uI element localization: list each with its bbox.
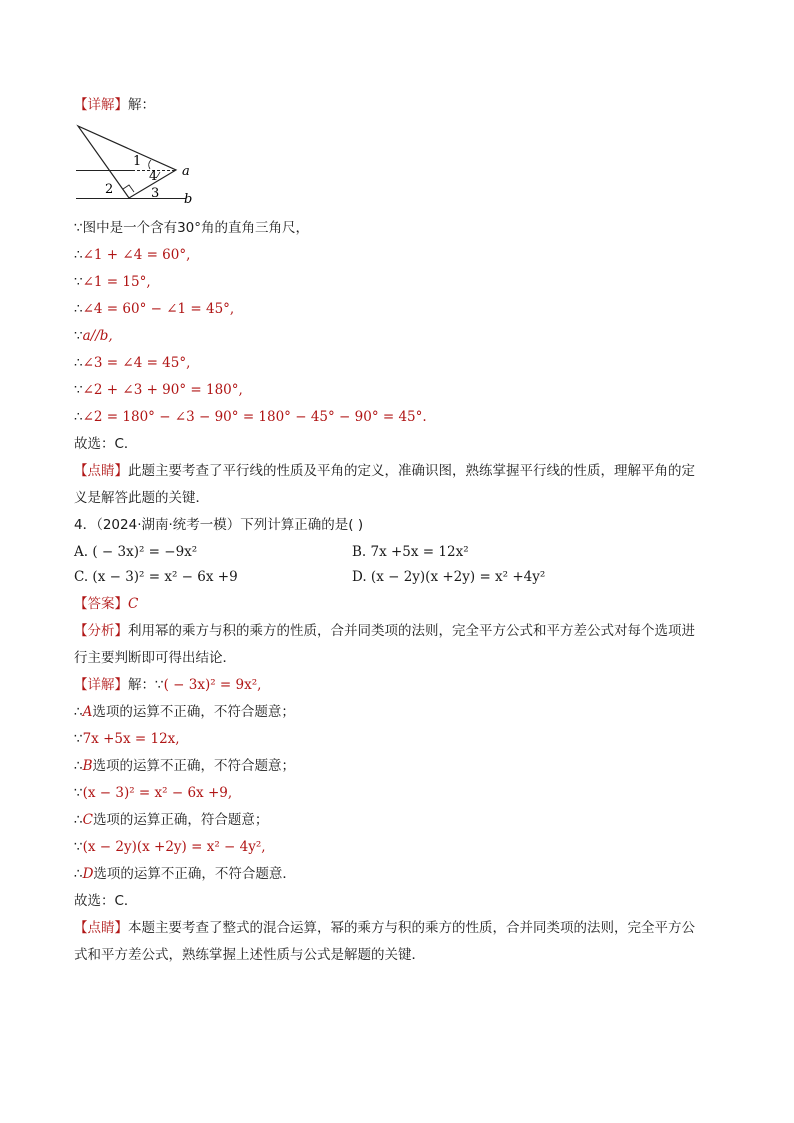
- angle1-arc: [149, 160, 151, 169]
- step-2: ∴∠1 + ∠4 = 60°,: [74, 247, 191, 263]
- option-a: A. ( − 3x)² = −9x²: [74, 544, 198, 560]
- comment-2-line-2: 式和平方差公式，熟练掌握上述性质与公式是解题的关键．: [74, 947, 425, 963]
- comment-2-line-1: 【点睛】本题主要考查了整式的混合运算，幂的乘方与积的乘方的性质，合并同类项的法则，完全平方公: [74, 920, 695, 936]
- label-4: 4: [149, 169, 158, 184]
- choice-1: 故选：C．: [74, 436, 138, 452]
- detail-intro: 解：: [128, 97, 155, 113]
- detail-2-step-4: ∴B选项的运算不正确，不符合题意；: [74, 758, 296, 774]
- question-4-stem: 4．（2024·湖南·统考一模）下列计算正确的是( ): [74, 517, 364, 533]
- detail-2-step-8: ∴D选项的运算不正确，不符合题意．: [74, 866, 296, 882]
- label-3: 3: [151, 186, 160, 201]
- label-2: 2: [105, 182, 114, 197]
- comment-1-line-1: 【点睛】此题主要考查了平行线的性质及平角的定义，准确识图，熟练掌握平行线的性质，理解平角的定: [74, 463, 695, 479]
- detail-heading: [74, 95, 155, 115]
- option-c: C. (x − 3)² = x² − 6x +9: [74, 569, 238, 585]
- detail-2-line-1: 【详解】解：∵( − 3x)² = 9x²,: [74, 677, 262, 693]
- detail-2-step-6: ∴C选项的运算正确，符合题意；: [74, 812, 269, 828]
- answer-line: 【答案】C: [74, 596, 139, 612]
- answer-value: C: [128, 596, 139, 612]
- option-d: D. (x − 2y)(x +2y) = x² +4y²: [352, 569, 546, 585]
- step-5: ∵a//b,: [74, 328, 113, 344]
- option-b: B. 7x +5x = 12x²: [352, 544, 469, 560]
- triangle-ruler: [78, 126, 176, 198]
- comment-1-line-2: 义是解答此题的关键．: [74, 490, 209, 506]
- analysis-line-1: 【分析】利用幂的乘方与积的乘方的性质，合并同类项的法则，完全平方公式和平方差公式对每个选项进: [74, 623, 695, 639]
- step-6: ∴∠3 = ∠4 = 45°,: [74, 355, 191, 371]
- label-1: 1: [133, 154, 142, 169]
- step-4: ∴∠4 = 60° − ∠1 = 45°,: [74, 301, 235, 317]
- detail-2-step-7: ∵(x − 2y)(x +2y) = x² − 4y²,: [74, 839, 266, 855]
- label-b: b: [184, 192, 193, 204]
- geometry-figure: [72, 122, 202, 204]
- step-7: ∵∠2 + ∠3 + 90° = 180°,: [74, 382, 243, 398]
- label-a: a: [182, 164, 190, 179]
- detail-2-step-2: ∴A选项的运算不正确，不符合题意；: [74, 704, 295, 720]
- detail-tag: 【详解】: [74, 97, 128, 113]
- detail-2-step-3: ∵7x +5x = 12x,: [74, 731, 180, 747]
- choice-2: 故选：C．: [74, 893, 138, 909]
- analysis-line-2: 行主要判断即可得出结论．: [74, 650, 236, 666]
- step-3: ∵∠1 = 15°,: [74, 274, 151, 290]
- step-1: ∵图中是一个含有30°角的直角三角尺，: [74, 220, 310, 236]
- step-8: ∴∠2 = 180° − ∠3 − 90° = 180° − 45° − 90° = 45°.: [74, 409, 427, 425]
- detail-2-step-5: ∵(x − 3)² = x² − 6x +9,: [74, 785, 233, 801]
